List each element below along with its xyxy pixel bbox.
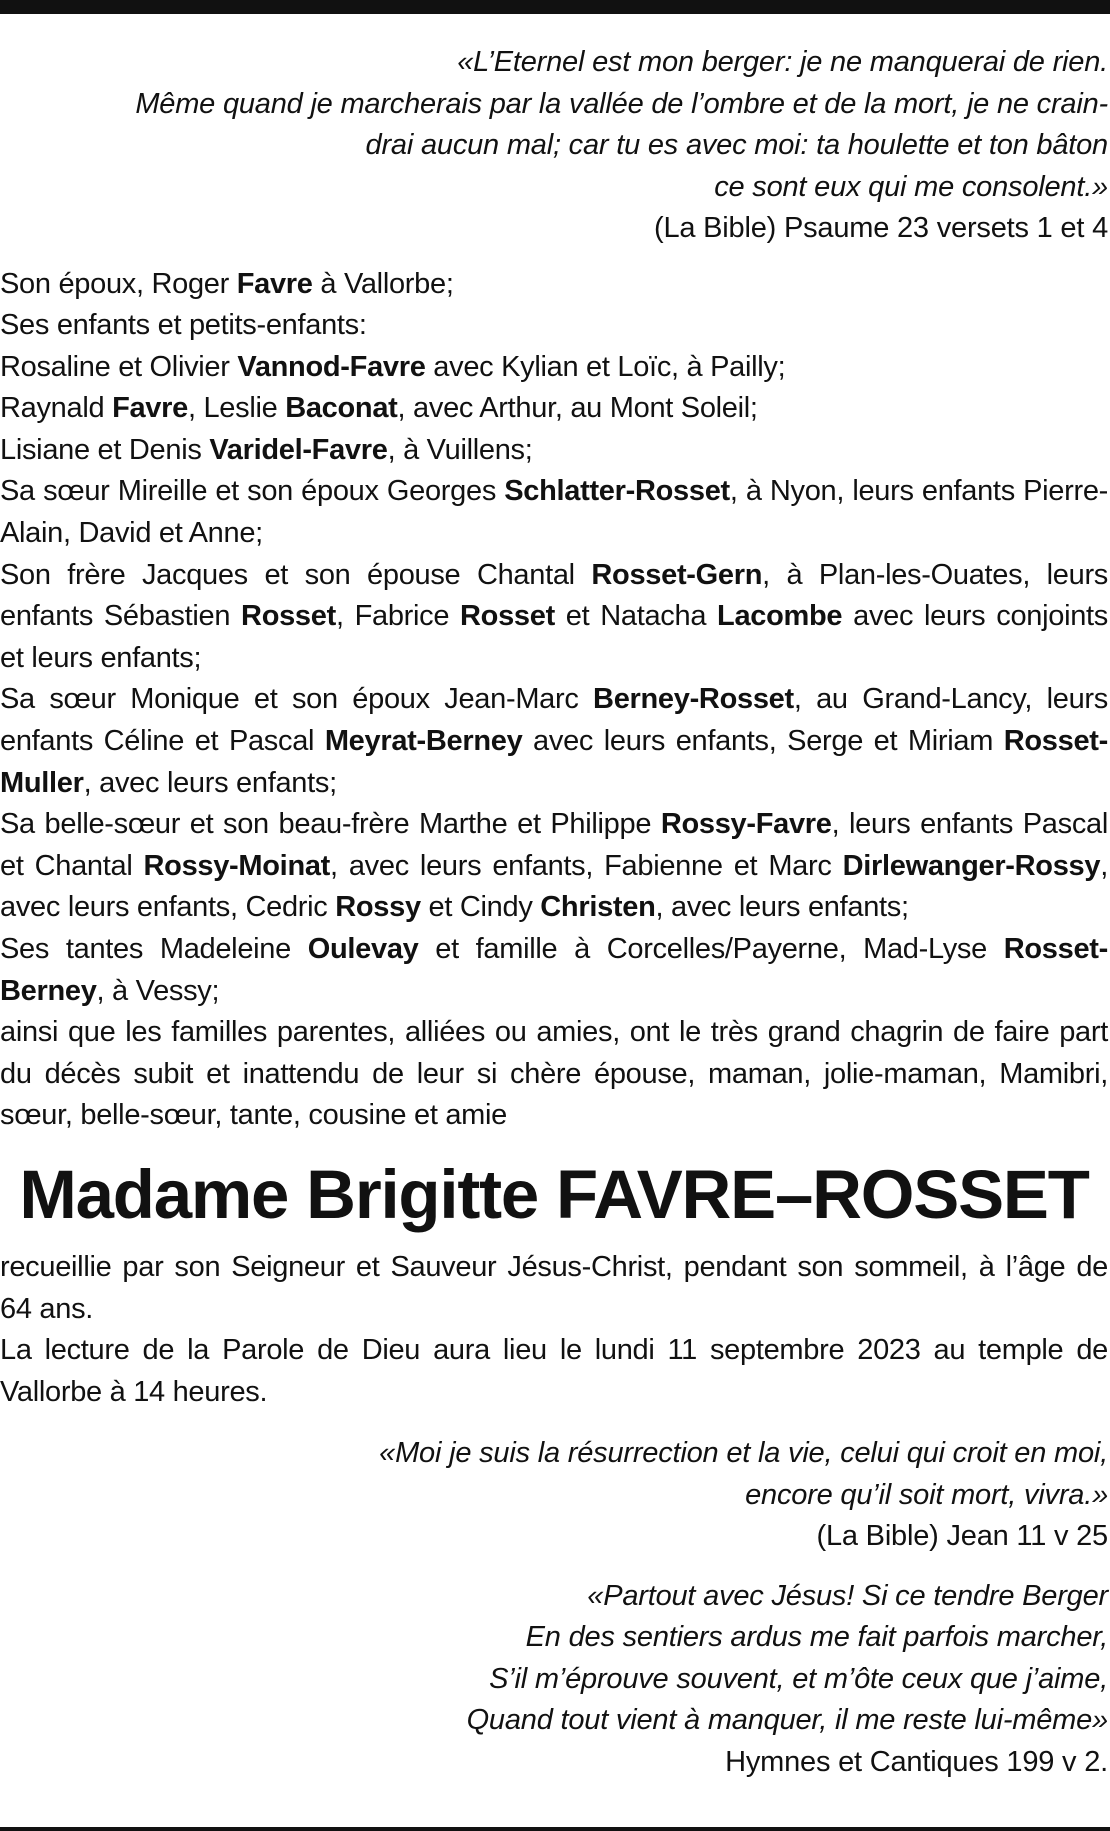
bottom-border-rule [0,1827,1110,1831]
family-entry: Rosaline et Olivier Vannod-Favre avec Kylian et Loïc, à Pailly; [0,350,786,383]
family-entry: Sa sœur Mireille et son époux Georges Schlatter-Rosset, à Nyon, leurs enfants Pierre-Alain, David et Anne; [0,475,1108,550]
hymn-citation: Hymnes et Cantiques 199 v 2. [725,1745,1108,1778]
hymn-quote [0,1576,1108,1742]
top-border-rule [0,0,1110,14]
quote-line: ce sont eux qui me consolent.» [714,170,1108,203]
family-entry: Son époux, Roger Favre à Vallorbe; [0,267,454,300]
family-entry: Sa belle-sœur et son beau-frère Marthe et Philippe Rossy-Favre, leurs enfants Pascal et Chantal Rossy-Moinat, avec leurs enfants, Fabienne et Marc Dirlewanger-Rossy, avec leurs enfants, Cedric Rossy et Cindy Christen, avec leurs enfants; [0,808,1108,924]
family-entry: Ses tantes Madeleine Oulevay et famille à Corcelles/Payerne, Mad-Lyse Rosset-Berney, à Vessy; [0,933,1109,1007]
family-entry: Son frère Jacques et son épouse Chantal Rosset-Gern, à Plan-les-Ouates, leurs enfants Sébastien Rosset, Fabrice Rosset et Natacha Lacombe avec leurs conjoints et leurs enfants; [0,558,1109,674]
opening-bible-quote [0,42,1108,208]
closing-quote-citation: (La Bible) Jean 11 v 25 [816,1520,1108,1553]
quote-line: encore qu’il soit mort, vivra.» [745,1478,1108,1511]
hymn-line: En des sentiers ardus me fait parfois marcher, [525,1621,1108,1654]
obituary-notice [0,42,1108,1783]
opening-quote-citation: (La Bible) Psaume 23 versets 1 et 4 [653,212,1108,244]
quote-line: drai aucun mal; car tu es avec moi: ta houlette et ton bâton [365,129,1108,161]
family-entry: Sa sœur Monique et son époux Jean-Marc Berney-Rosset, au Grand-Lancy, leurs enfants Céline et Pascal Meyrat-Berney avec leurs enfants, Serge et Miriam Rosset-Muller, avec leurs enfants; [0,683,1108,799]
announcement-body [0,1247,1108,1413]
service-details: La lecture de la Parole de Dieu aura lieu le lundi 11 septembre 2023 au temple de Vallorbe à 14 heures. [0,1334,1108,1408]
hymn-line: S’il m’éprouve souvent, et m’ôte ceux que j’aime, [489,1662,1108,1695]
quote-line: «L’Eternel est mon berger: je ne manquerai de rien. [457,46,1108,78]
family-list [0,264,1108,1137]
hymn-line: Quand tout vient à manquer, il me reste lui-même» [466,1704,1108,1737]
family-entry: Lisiane et Denis Varidel-Favre, à Vuillens; [0,433,533,466]
family-entry: Ses enfants et petits-enfants: [0,309,367,342]
family-announcement: ainsi que les familles parentes, alliées ou amies, ont le très grand chagrin de faire part du décès subit et inattendu de leur si chère épouse, maman, jolie-maman, Mamibri, sœur, belle-sœur, tante, cousine et amie [0,1016,1108,1132]
hymn-line: «Partout avec Jésus! Si ce tendre Berger [587,1579,1108,1612]
quote-line: «Moi je suis la résurrection et la vie, celui qui croit en moi, [379,1437,1108,1470]
closing-bible-quote [0,1433,1108,1516]
family-entry: Raynald Favre, Leslie Baconat, avec Arthur, au Mont Soleil; [0,392,758,425]
quote-line: Même quand je marcherais par la vallée de l’ombre et de la mort, je ne crain- [135,87,1108,120]
death-statement: recueillie par son Seigneur et Sauveur Jésus-Christ, pendant son sommeil, à l’âge de 64 ans. [0,1250,1108,1325]
deceased-name: Madame Brigitte FAVRE–ROSSET [19,1155,1089,1233]
